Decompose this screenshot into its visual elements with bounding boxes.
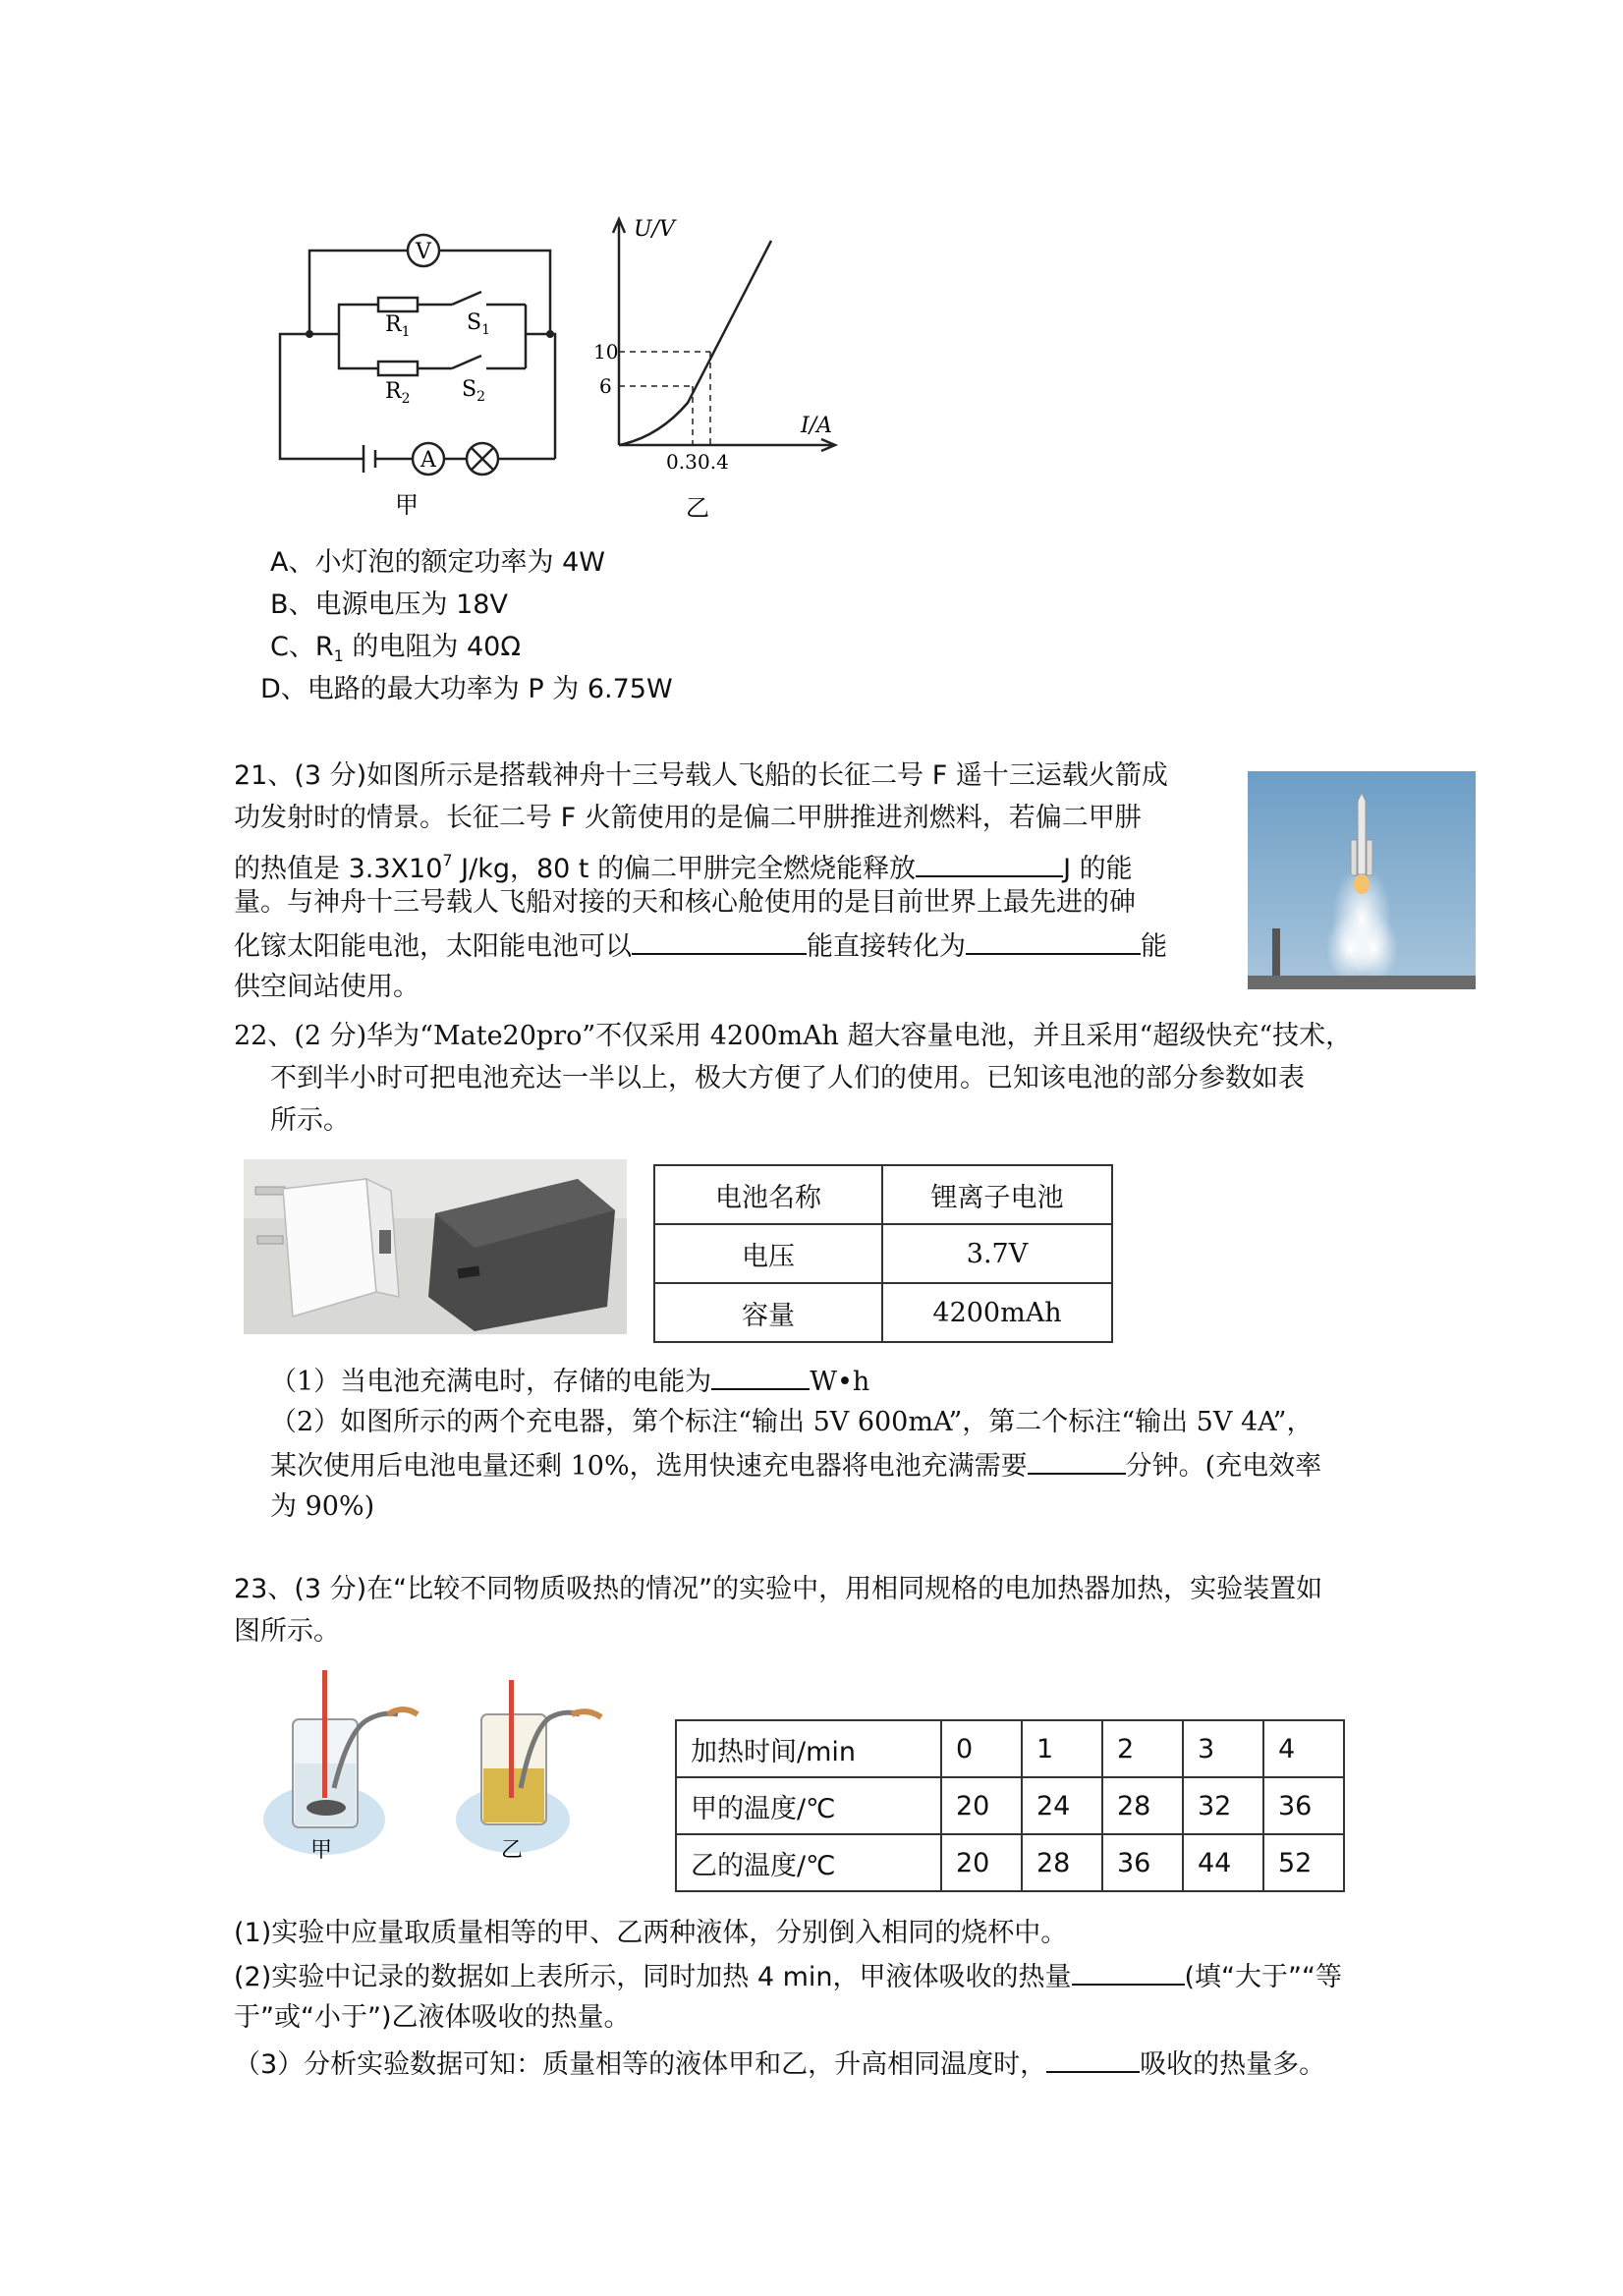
ammeter-symbol: A xyxy=(420,448,436,473)
circuit-caption: 甲 xyxy=(395,491,419,519)
table-cell: 24 xyxy=(1022,1777,1102,1834)
chargers-image xyxy=(244,1159,627,1334)
r2-sub: 2 xyxy=(401,391,411,407)
table-cell: 1 xyxy=(1022,1720,1102,1777)
r1-sub: 1 xyxy=(401,324,411,340)
table-cell: 4200mAh xyxy=(882,1283,1112,1342)
s2-sub: 2 xyxy=(476,389,485,405)
s1-sub: 1 xyxy=(481,322,490,338)
option-d: D、电路的最大功率为 P 为 6.75W xyxy=(260,674,673,704)
table-cell: 3.7V xyxy=(882,1224,1112,1283)
beakers-image xyxy=(255,1670,619,1867)
svg-text:S1 xyxy=(467,310,490,338)
q22-sub2-line2: 某次使用后电池电量还剩 10%，选用快速充电器将电池充满需要 分钟。(充电效率 xyxy=(270,1445,1321,1486)
table-cell: 36 xyxy=(1263,1777,1344,1834)
beaker-right-label: 乙 xyxy=(501,1838,524,1863)
table-cell: 4 xyxy=(1263,1720,1344,1777)
heating-table xyxy=(675,1719,1345,1892)
q22-sub2-line1: （2）如图所示的两个充电器，第个标注“输出 5V 600mA”，第二个标注“输出 5V 4A”， xyxy=(270,1407,1314,1437)
table-cell: 加热时间/min xyxy=(676,1720,941,1777)
table-cell: 28 xyxy=(1022,1834,1102,1891)
option-a: A、小灯泡的额定功率为 4W xyxy=(270,547,605,578)
x-tick-0.3: 0.3 xyxy=(666,450,698,474)
q21-line6: 供空间站使用。 xyxy=(234,972,420,1002)
q23-sub3: （3）分析实验数据可知：质量相等的液体甲和乙，升高相同温度时， 吸收的热量多。 xyxy=(234,2044,1325,2085)
table-cell: 52 xyxy=(1263,1834,1344,1891)
q22-sub2-line3: 为 90%) xyxy=(270,1491,375,1522)
y-tick-10: 10 xyxy=(593,340,619,364)
x-axis-label: I/A xyxy=(801,414,832,438)
table-cell: 电池名称 xyxy=(654,1165,882,1224)
q22-line1: 22、(2 分)华为“Mate20pro”不仅采用 4200mAh 超大容量电池，并且采用“超级快充“技术， xyxy=(234,1021,1353,1051)
table-cell: 甲的温度/℃ xyxy=(676,1777,941,1834)
table-cell: 电压 xyxy=(654,1224,882,1283)
table-cell: 乙的温度/℃ xyxy=(676,1834,941,1891)
table-cell: 32 xyxy=(1183,1777,1263,1834)
q22-line2: 不到半小时可把电池充达一半以上，极大方便了人们的使用。已知该电池的部分参数如表 xyxy=(270,1063,1305,1093)
table-cell: 44 xyxy=(1183,1834,1263,1891)
y-tick-6: 6 xyxy=(599,374,612,398)
svg-text:R2 xyxy=(385,379,411,407)
q23-line1: 23、(3 分)在“比较不同物质吸热的情况”的实验中，用相同规格的电加热器加热，实验装置如 xyxy=(234,1574,1323,1604)
option-c: C、$R_1$ 的电阻为 40Ω xyxy=(270,632,521,665)
ui-graph xyxy=(580,211,855,531)
s1-label: S xyxy=(467,310,482,335)
q22-line3: 所示。 xyxy=(270,1105,350,1136)
circuit-diagram xyxy=(265,221,580,526)
q23-sub2: (2)实验中记录的数据如上表所示，同时加热 4 min，甲液体吸收的热量 (填“大于”“等 xyxy=(234,1956,1342,1997)
option-b: B、电源电压为 18V xyxy=(270,589,508,620)
q21-line2: 功发射时的情景。长征二号 F 火箭使用的是偏二甲肼推进剂燃料，若偏二甲肼 xyxy=(234,803,1142,833)
r2-label: R xyxy=(385,379,402,404)
table-cell: 容量 xyxy=(654,1283,882,1342)
table-cell: 2 xyxy=(1102,1720,1183,1777)
voltmeter-symbol: V xyxy=(416,240,431,264)
table-cell: 20 xyxy=(941,1834,1022,1891)
q22-sub1: （1）当电池充满电时，存储的电能为 W•h xyxy=(270,1361,869,1402)
table-cell: 28 xyxy=(1102,1777,1183,1834)
rocket-launch-image xyxy=(1248,771,1476,989)
s2-label: S xyxy=(462,377,477,402)
q23-sub2-line2: 于”或“小于”)乙液体吸收的热量。 xyxy=(234,2002,631,2033)
battery-table xyxy=(653,1164,1113,1343)
graph-caption: 乙 xyxy=(686,494,709,522)
q23-line2: 图所示。 xyxy=(234,1616,340,1647)
svg-text:R1 xyxy=(385,312,411,340)
beaker-left-label: 甲 xyxy=(310,1838,333,1863)
x-tick-0.4: 0.4 xyxy=(698,450,729,474)
svg-text:S2 xyxy=(462,377,485,405)
q23-sub1: (1)实验中应量取质量相等的甲、乙两种液体，分别倒入相同的烧杯中。 xyxy=(234,1918,1068,1948)
table-cell: 20 xyxy=(941,1777,1022,1834)
table-cell: 36 xyxy=(1102,1834,1183,1891)
y-axis-label: U/V xyxy=(634,217,675,242)
q21-line4: 量。与神舟十三号载人飞船对接的天和核心舱使用的是目前世界上最先进的砷 xyxy=(234,887,1136,918)
q21-line1: 21、(3 分)如图所示是搭载神舟十三号载人飞船的长征二号 F 遥十三运载火箭成 xyxy=(234,760,1168,791)
q21-line3: 的热值是 $3.3X10^7$ J/kg，80 t 的偏二甲肼完全燃烧能释放 J 的能 xyxy=(234,841,1133,889)
table-cell: 锂离子电池 xyxy=(882,1165,1112,1224)
r1-label: R xyxy=(385,312,402,337)
table-cell: 3 xyxy=(1183,1720,1263,1777)
q21-line5: 化镓太阳能电池，太阳能电池可以 能直接转化为 能 xyxy=(234,925,1167,967)
table-cell: 0 xyxy=(941,1720,1022,1777)
